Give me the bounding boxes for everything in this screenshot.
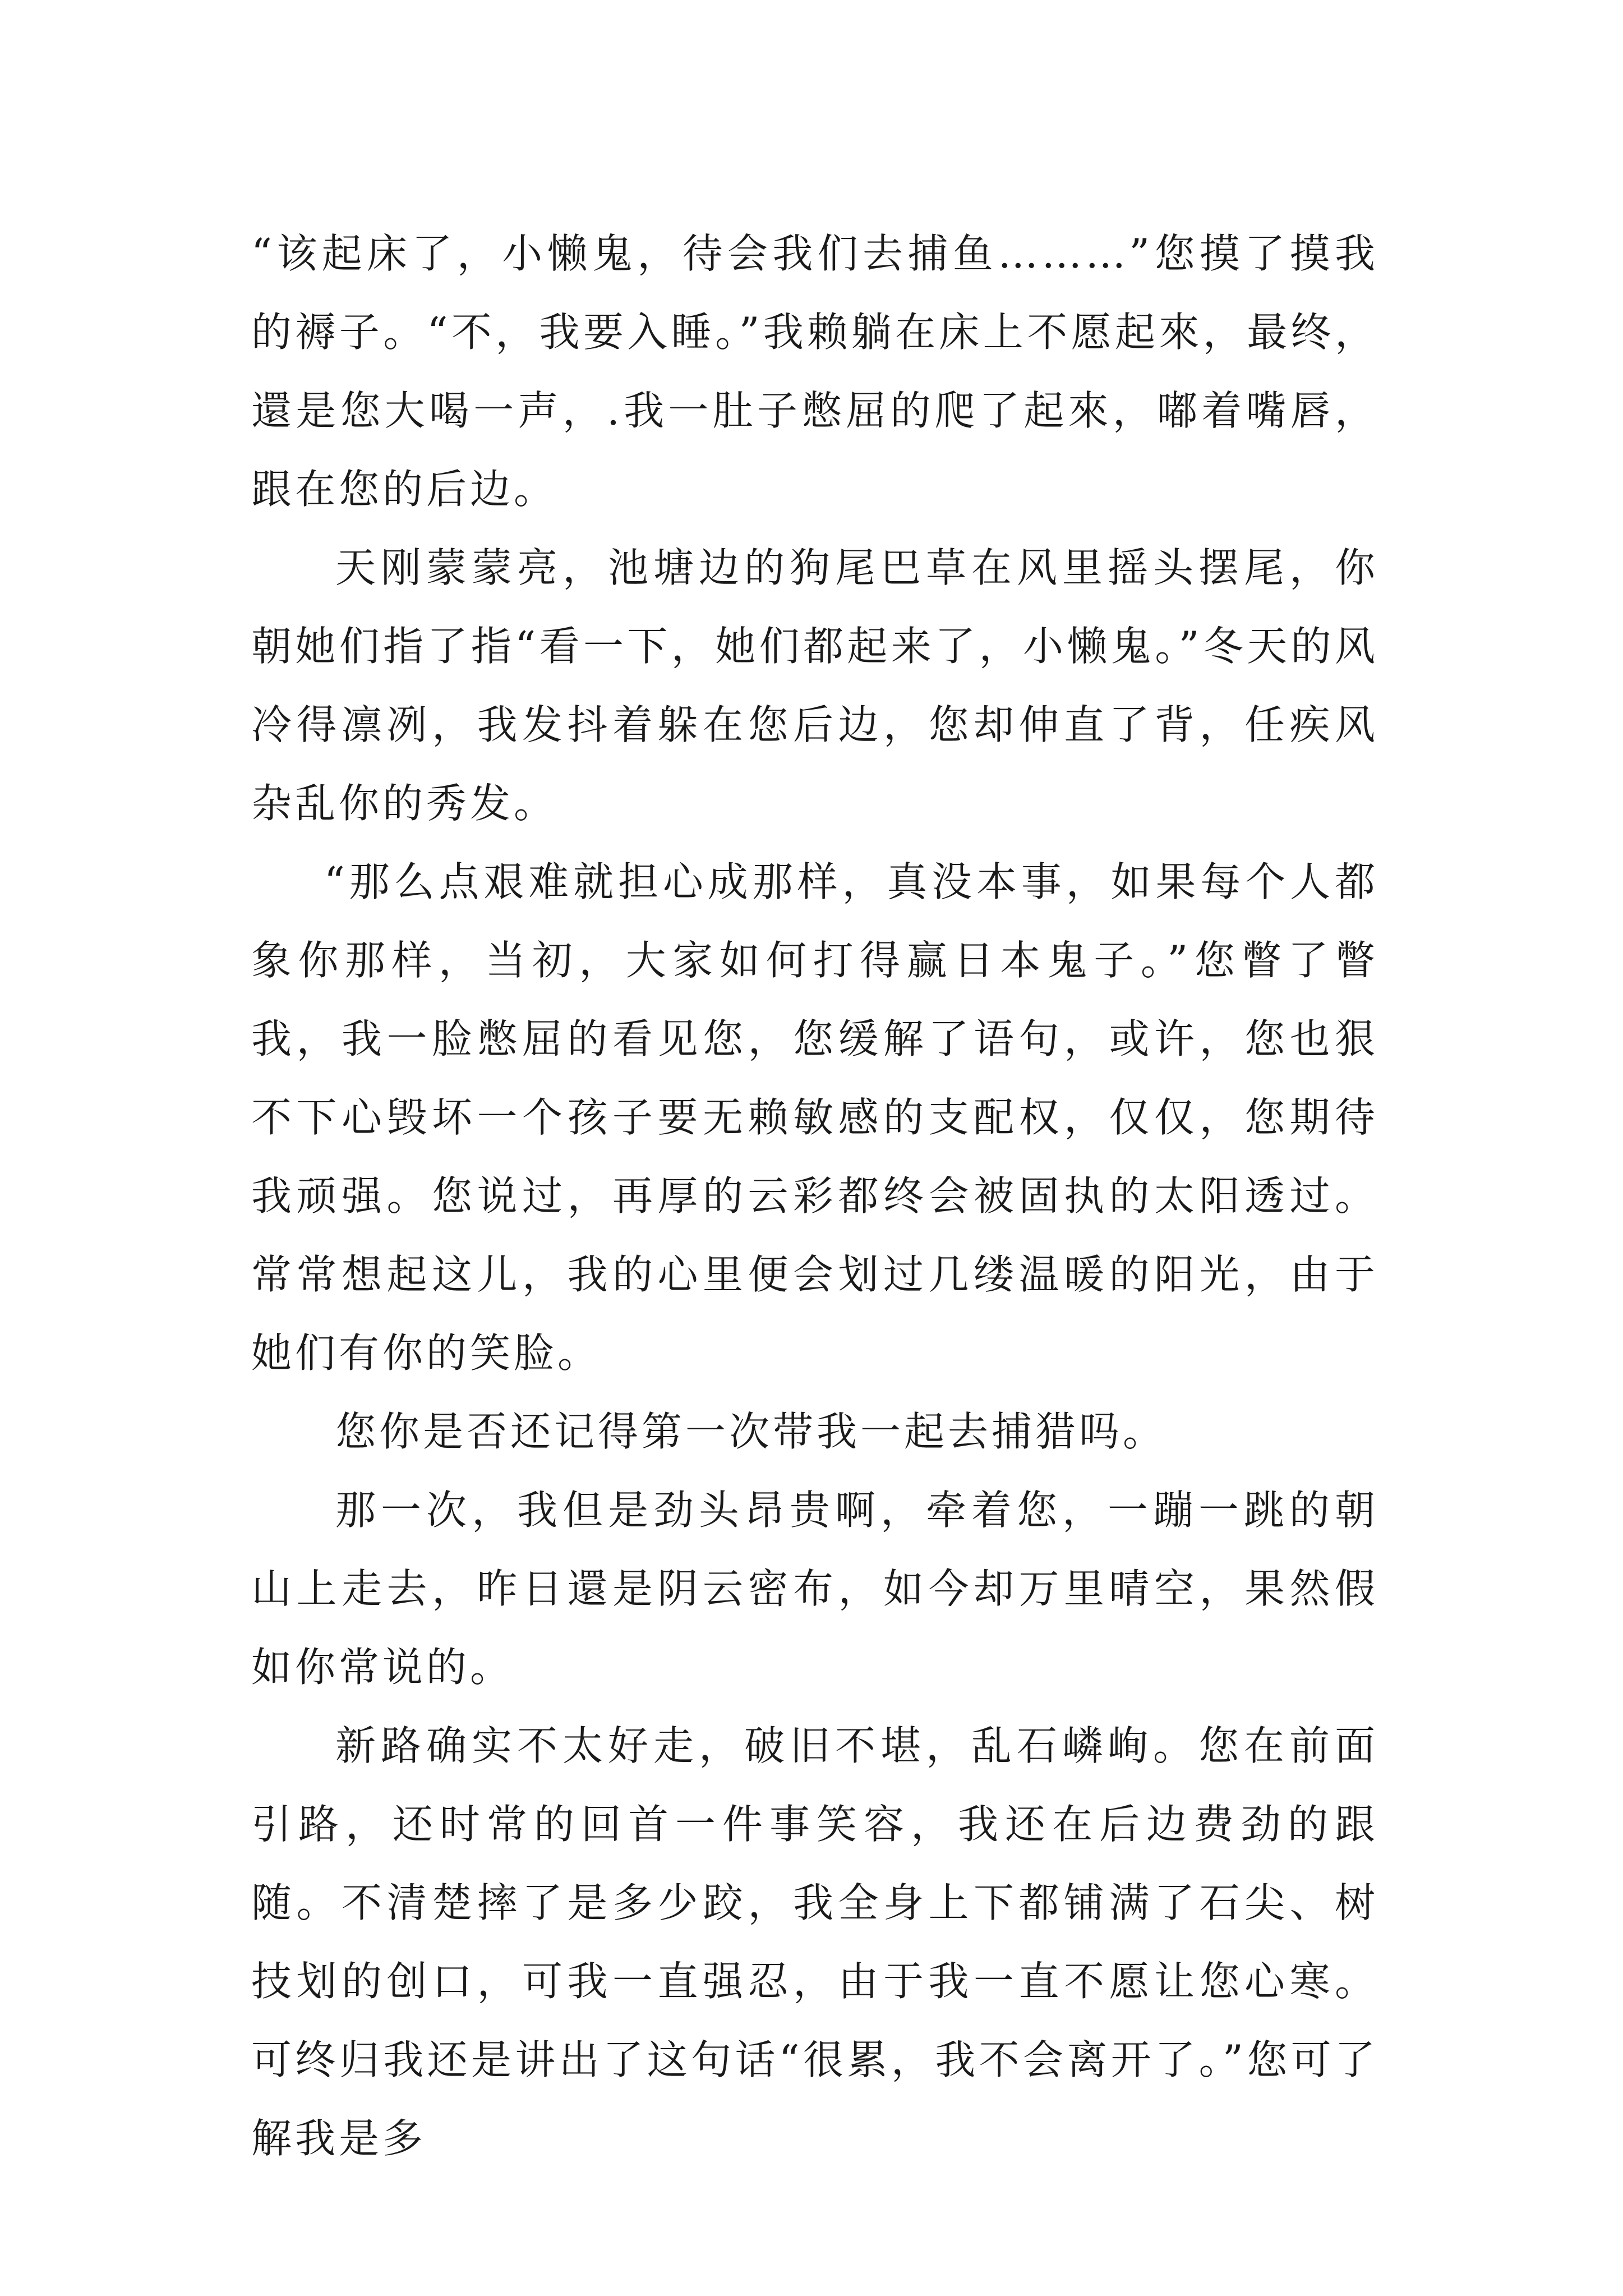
paragraph-4: 您你是否还记得第一次带我一起去捕猎吗。 bbox=[335, 1408, 1167, 1455]
document-body bbox=[251, 214, 1378, 2178]
paragraph-5: 那一次，我但是劲头昂贵啊，牵着您，一蹦一跳的朝山上走去，昨日還是阴云密布，如今却万里晴空，果然假如你常说的。 bbox=[251, 1487, 1378, 1691]
paragraph-1: “该起床了，小懒鬼，待会我们去捕鱼………”您摸了摸我的褥子。“不，我要入睡。”我赖躺在床上不愿起來，最终，還是您大喝一声，.我一肚子憋屈的爬了起來，嘟着嘴唇，跟在您的后边。 bbox=[251, 230, 1378, 513]
paragraph-6: 新路确实不太好走，破旧不堪，乱石嶙峋。您在前面引路，还时常的回首一件事笑容，我还在后边费劲的跟随。不清楚摔了是多少跤，我全身上下都铺满了石尖、树技划的创口，可我一直强忍，由于我一直不愿让您心寒。可终归我还是讲出了这句话“很累，我不会离开了。”您可了解我是多 bbox=[251, 1722, 1378, 2162]
paragraph-2: 天刚蒙蒙亮，池塘边的狗尾巴草在风里摇头摆尾，你朝她们指了指“看一下，她们都起来了，小懒鬼。”冬天的风冷得凛冽，我发抖着躲在您后边，您却伸直了背，任疾风杂乱你的秀发。 bbox=[251, 544, 1378, 827]
paragraph-3: “那么点艰难就担心成那样，真没本事，如果每个人都象你那样，当初，大家如何打得赢日本鬼子。”您瞥了瞥我，我一脸憋屈的看见您，您缓解了语句，或许，您也狠不下心毁坏一个孩子要无赖敏感的支配权，仅仅，您期待我顽强。您说过，再厚的云彩都终会被固执的太阳透过。常常想起这儿，我的心里便会划过几缕温暖的阳光，由于她们有你的笑脸。 bbox=[251, 858, 1378, 1377]
